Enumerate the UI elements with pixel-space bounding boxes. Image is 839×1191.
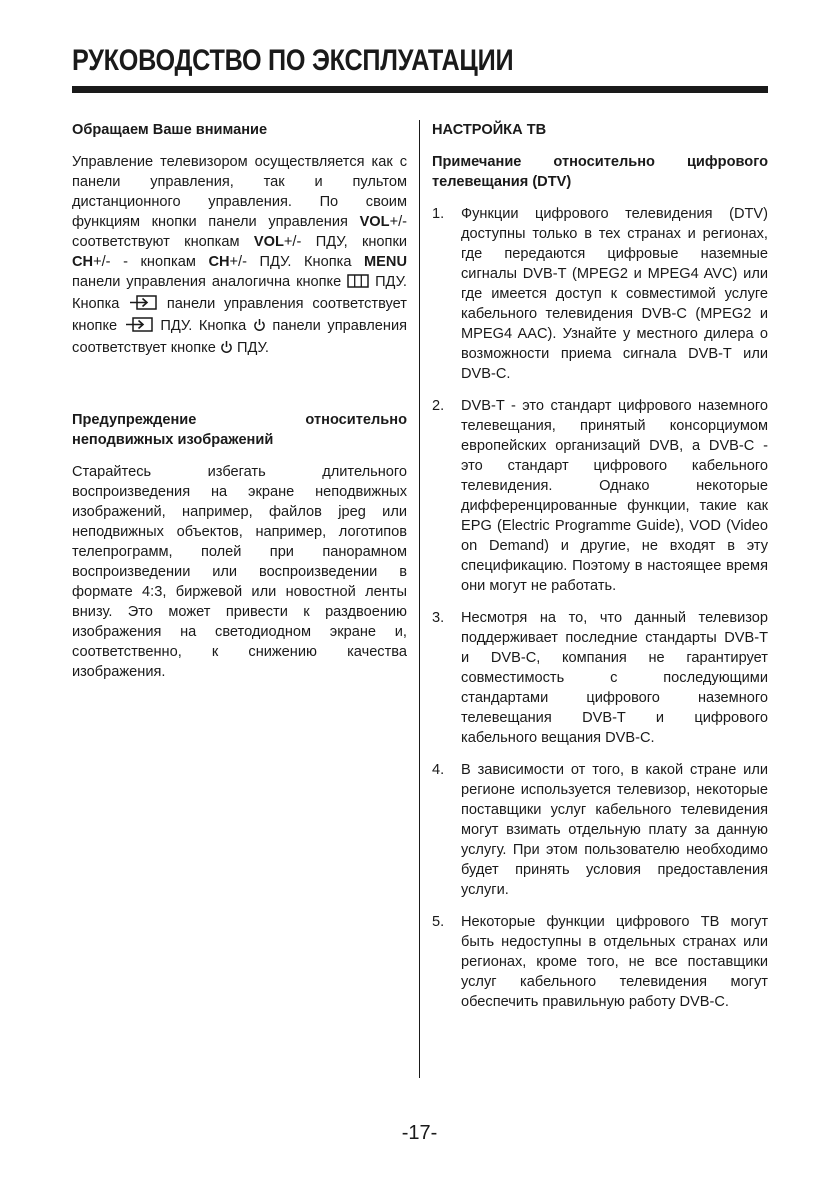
list-item-number: 2. [432, 398, 445, 414]
warning-paragraph: Старайтесь избегать длительного воспроизведения на экране неподвижных изображений, например, файлов jpeg или неподвижных объектов, например, логотипов телепрограмм, полей при панорамном воспроизведении или воспроизведении в формате 4:3, биржевой или новостной ленты внизу. Это может привести к раздвоению изображения на светодиодном экране и, соответственно, к снижению качества изображения. [72, 464, 407, 680]
list-item-text: Функции цифрового телевидения (DTV) доступны только в тех странах и регионах, где передаются цифровые наземные сигналы DVB-T (MPEG2 и MPEG4 AVC) или где имеется доступ к совместимой услуге кабельного телевидения DVB-C (MPEG2 и MPEG4 AAC). Узнайте у местного дилера о возможности приема сигнала DVB-T или DVB-C. [461, 206, 768, 382]
attention-paragraph: Управление телевизором осуществляется как с панели управления, так и пультом дистанционного управления. По своим функциям кнопки панели управления VOL+/- соответствуют кнопкам VOL+/- ПДУ, кнопки CH+/- - кнопкам CH+/- ПДУ. Кнопка MENU панели управления аналогична кнопке ПДУ. Кнопка панели управления соответствует кнопке ПДУ. Кнопка панели управления соответствует кнопке ПДУ. [72, 152, 407, 360]
list-item-number: 1. [432, 206, 445, 222]
list-item-text: Некоторые функции цифрового ТВ могут быть недоступны в отдельных странах или регионах, кроме того, не все поставщики услуг кабельного телевидения могут обеспечить правильную работу DVB-C. [461, 914, 768, 1010]
input-source-icon [128, 295, 158, 316]
input-source-icon [124, 317, 154, 338]
list-item-number: 4. [432, 762, 445, 778]
list-item [432, 912, 768, 1012]
section-title: НАСТРОЙКА ТВ [432, 122, 547, 138]
list-item-number: 5. [432, 914, 445, 930]
list-item [432, 396, 768, 596]
list-item [432, 760, 768, 900]
title-rule [72, 86, 768, 93]
list-item [432, 608, 768, 748]
right-column [432, 120, 768, 1024]
attention-heading: Обращаем Ваше внимание [72, 122, 268, 138]
list-item-number: 3. [432, 610, 445, 626]
section-gap [72, 360, 407, 410]
dtv-notes-list [432, 204, 768, 1012]
dtv-heading: Примечание относительно цифрового телевещания (DTV) [432, 154, 768, 190]
list-item-text: DVB-T - это стандарт цифрового наземного телевещания, принятый консорциумом европейских организаций DVB, а DVB-C - это стандарт цифрового кабельного телевидения. Однако некоторые дифференцированные функции, такие как EPG (Electric Programme Guide), VOD (Video on Demand) и другие, не входят в эту спецификацию. Поэтому в настоящее время они могут не работать. [461, 398, 768, 594]
power-icon [253, 318, 266, 338]
list-item [432, 204, 768, 384]
page-number: -17- [401, 1122, 438, 1144]
list-item-text: В зависимости от того, в какой стране или регионе используется телевизор, некоторые поставщики услуг кабельного телевидения могут взимать отдельную плату за данную услугу. При этом пользователю необходимо будет принять условия предоставления услуги. [461, 762, 768, 898]
left-column [72, 120, 407, 682]
list-item-text: Несмотря на то, что данный телевизор поддерживает последние стандарты DVB-T и DVB-C, компания не гарантирует совместимость с последующими стандартами цифрового наземного телевещания DVB-T и цифрового кабельного вещания DVB-C. [461, 610, 768, 746]
warning-heading: Предупреждение относительно неподвижных изображений [72, 412, 407, 448]
page-title: РУКОВОДСТВО ПО ЭКСПЛУАТАЦИИ [72, 44, 514, 77]
power-icon [220, 340, 233, 360]
menu-icon [347, 274, 369, 294]
column-divider [419, 120, 420, 1078]
